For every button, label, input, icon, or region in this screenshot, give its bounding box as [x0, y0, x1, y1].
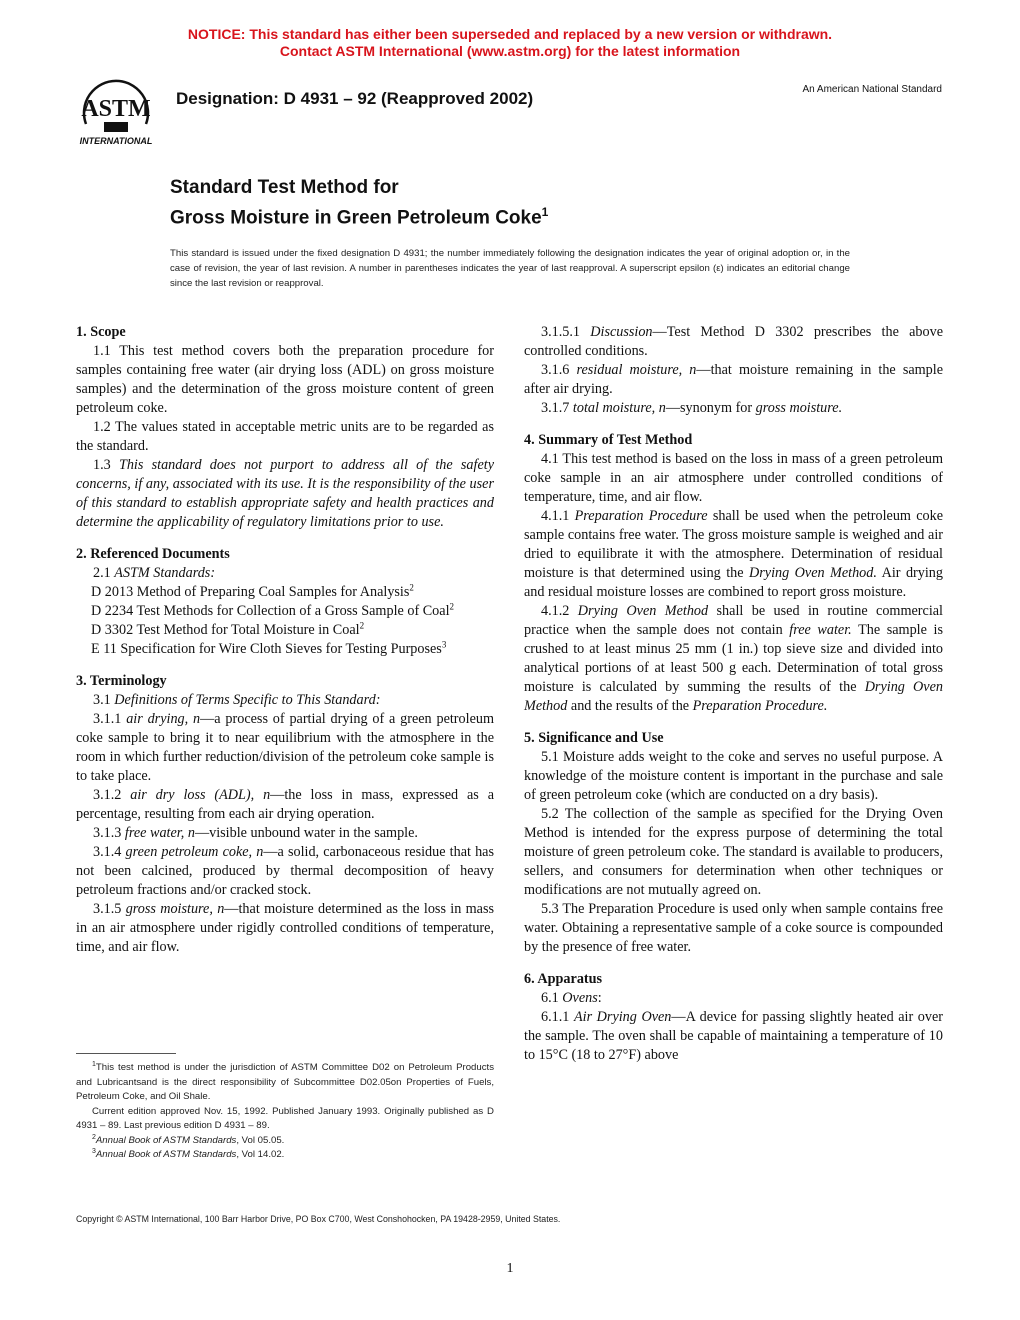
footnote-marker: 2	[92, 1133, 96, 1141]
paragraph-1-2: 1.2 The values stated in acceptable metric units are to be regarded as the standard.	[76, 419, 494, 454]
footnote-divider	[76, 1053, 176, 1054]
term: Drying Oven Method	[524, 679, 943, 714]
term: gross moisture, n	[125, 901, 225, 917]
logo-caption: INTERNATIONAL	[79, 136, 153, 146]
para-text: shall be used when the petroleum coke sample contains free water. The gross moisture sample is weighed and air dried to equilibrate it with the atmosphere. Determination of residual moisture is that determined using the	[524, 508, 943, 581]
reference-item	[91, 621, 494, 640]
para-text: Air drying and residual moisture losses are combined to report gross moisture.	[524, 565, 943, 600]
document-title	[170, 175, 548, 230]
paragraph-5-1: 5.1 Moisture adds weight to the coke and serves no useful purpose. A knowledge of the moisture content is important in the purchase and sale of green petroleum coke (which are conducted on a dry basis).	[524, 749, 943, 803]
title-line-1: Standard Test Method for	[170, 177, 399, 198]
para-num: 3.1.4	[93, 844, 126, 860]
notice-banner	[0, 26, 1020, 60]
para-num: 3.1.3	[93, 825, 125, 841]
definition-text: —a solid, carbonaceous residue that has not been calcined, produced by thermal decomposition of heavy petroleum fractions and/or cracked stock.	[76, 844, 494, 898]
footnote-3	[76, 1148, 494, 1163]
term: free water.	[789, 622, 852, 638]
reference-text: D 3302 Test Method for Total Moisture in Coal	[91, 622, 360, 638]
footnote-1-edition: Current edition approved Nov. 15, 1992. Published January 1993. Originally published as D 4931 – 89. Last previous edition D 4931 – 89.	[76, 1105, 494, 1131]
definition-3-1-6	[524, 361, 943, 399]
term: Drying Oven Method	[577, 603, 709, 619]
section-heading-terminology: 3. Terminology	[76, 673, 167, 689]
para-text: shall be used in routine commercial practice when the sample does not contain	[524, 603, 943, 638]
designation: Designation: D 4931 – 92 (Reapproved 2002)	[176, 89, 534, 108]
astm-standards-label: ASTM Standards:	[114, 565, 216, 581]
footnote-marker: 3	[92, 1147, 96, 1155]
footnote-ref: 2	[409, 582, 414, 593]
paragraph-6-1	[524, 989, 943, 1008]
para-num: 3.1.6	[541, 362, 577, 378]
paragraph-5-2: 5.2 The collection of the sample as specified for the Drying Oven Method is intended for the express purpose of determining the total moisture of green petroleum coke. The standard is available to producers, sellers, and consumers for determination when other techniques or modifications are not mutually agreed on.	[524, 806, 943, 898]
section-heading-scope: 1. Scope	[76, 324, 126, 340]
definition-3-1-7	[524, 399, 943, 418]
para-num: 3.1	[93, 692, 115, 708]
footnote-book: Annual Book of ASTM Standards	[95, 1149, 237, 1160]
definition-3-1-1	[76, 710, 494, 786]
para-text: —A device for passing slightly heated air over the sample. The oven shall be capable of maintaining a temperature of 10 to 15°C (18 to 27°F) above	[524, 1009, 943, 1063]
definition-text: —the loss in mass, expressed as a percentage, resulting from each air drying operation.	[76, 787, 494, 822]
definition-3-1-4	[76, 843, 494, 900]
footnote-book: Annual Book of ASTM Standards	[95, 1134, 237, 1146]
paragraph-4-1-1	[524, 507, 943, 602]
paragraph-4-1-2	[524, 602, 943, 716]
para-num: 2.1	[93, 565, 115, 581]
definition-3-1-5	[76, 900, 494, 957]
para-num: 4.1.1	[541, 508, 575, 524]
term: Air Drying Oven	[573, 1009, 672, 1025]
footnote-ref: 3	[441, 639, 447, 650]
paragraph-6-1-1	[524, 1008, 943, 1065]
definition-3-1-3	[76, 824, 494, 843]
reference-item	[91, 583, 494, 602]
definition-3-1-5-1	[524, 323, 943, 361]
footnote-ref: 2	[449, 601, 455, 612]
para-text: The sample is crushed to at least minus 25 mm (1 in.) top sieve size and divided into analytical portions of at least 500 g each. Determination of total gross moisture is calculated by summing the results of the	[524, 622, 943, 695]
page-number: 1	[506, 1261, 514, 1276]
title-line-2: Gross Moisture in Green Petroleum Coke	[170, 207, 542, 229]
left-column	[76, 323, 494, 957]
definition-3-1-2	[76, 786, 494, 824]
reference-text: E 11 Specification for Wire Cloth Sieves for Testing Purposes	[91, 641, 442, 657]
copyright: Copyright © ASTM International, 100 Barr Harbor Drive, PO Box C700, West Conshohocken, PA 19428-2959, United States.	[76, 1214, 561, 1224]
term: free water, n	[124, 825, 195, 841]
term: total moisture, n	[572, 400, 666, 416]
paragraph-3-1	[76, 691, 494, 710]
para-num: 6.1.1	[541, 1009, 574, 1025]
paragraph-1-3	[76, 456, 494, 532]
section-heading-significance: 5. Significance and Use	[524, 730, 664, 746]
reference-item	[91, 602, 494, 621]
para-text: :	[597, 990, 602, 1006]
para-text: and the results of the	[567, 698, 693, 714]
astm-logo	[66, 76, 166, 150]
para-num: 3.1.5.1	[541, 324, 591, 340]
paragraph-1-1: 1.1 This test method covers both the preparation procedure for samples containing free water (air drying loss (ADL) on gross moisture samples) and the determination of the gross moisture content of green petroleum coke.	[76, 343, 494, 416]
title-footnote-ref: 1	[541, 205, 549, 219]
logo-text: ASTM	[81, 96, 151, 122]
preface-text: This standard is issued under the fixed designation D 4931; the number immediately following the designation indicates the year of original adoption or, in the case of revision, the year of last revision. A number in parentheses indicates the year of last reapproval. A superscript epsilon (ε) indicates an editorial change since the last revision or reapproval.	[170, 248, 850, 289]
footnotes	[76, 1061, 494, 1163]
footnote-volume: , Vol 05.05.	[236, 1134, 285, 1146]
term: Preparation Procedure	[574, 508, 708, 524]
term: residual moisture, n	[576, 362, 697, 378]
paragraph-5-3: 5.3 The Preparation Procedure is used only when sample contains free water. Obtaining a representative sample of a coke source is compounded by the presence of free water.	[524, 901, 943, 955]
term: Ovens	[562, 990, 598, 1006]
para-num: 4.1.2	[541, 603, 578, 619]
notice-line-1: NOTICE: This standard has either been superseded and replaced by a new version or withdrawn.	[187, 26, 833, 42]
footnote-1	[76, 1061, 494, 1105]
para-num: 3.1.7	[541, 400, 573, 416]
definition-text: —a process of partial drying of a green petroleum coke sample to bring it to near equilibrium with the atmosphere in the room in which further reduction/division of the petroleum coke sample is to take place.	[76, 711, 494, 784]
definition-text: —that moisture remaining in the sample after air drying.	[524, 362, 944, 397]
paragraph-4-1: 4.1 This test method is based on the loss in mass of a green petroleum coke sample in an air atmosphere under controlled conditions of temperature, time, and air flow.	[524, 451, 943, 505]
term: air dry loss (ADL), n	[130, 787, 271, 803]
para-num: 3.1.5	[93, 901, 126, 917]
para-num: 6.1	[541, 990, 563, 1006]
section-heading-apparatus: 6. Apparatus	[524, 971, 603, 987]
paragraph-2-1	[76, 564, 494, 583]
para-num: 3.1.2	[93, 787, 131, 803]
section-heading-referenced-documents: 2. Referenced Documents	[76, 546, 230, 562]
footnote-text: This test method is under the jurisdiction of ASTM Committee D02 on Petroleum Products and Lubricantsand is the direct responsibility of Subcommittee D02.05on Properties of Fuels, Petroleum Coke, and Oil Shale.	[76, 1062, 494, 1102]
footnote-ref: 2	[359, 620, 365, 631]
para-num: 1.3	[93, 457, 119, 473]
term: Drying Oven Method.	[749, 565, 877, 581]
reference-text: D 2234 Test Methods for Collection of a Gross Sample of Coal	[91, 603, 450, 619]
footnote-2	[76, 1134, 494, 1149]
right-column	[524, 323, 943, 1065]
reference-text: D 2013 Method of Preparing Coal Samples for Analysis	[91, 584, 410, 600]
definition-text: —that moisture determined as the loss in mass in an air atmosphere under rigidly controlled conditions of temperature, time, and air flow.	[76, 901, 494, 955]
definition-text: —Test Method D 3302 prescribes the above controlled conditions.	[524, 324, 943, 359]
footnote-marker: 1	[92, 1060, 96, 1068]
term: Preparation Procedure.	[692, 698, 828, 714]
term: air drying, n	[126, 711, 201, 727]
american-national-standard: An American National Standard	[802, 84, 942, 95]
footnote-volume: , Vol 14.02.	[236, 1149, 285, 1160]
term: green petroleum coke, n	[125, 844, 264, 860]
safety-caveat: This standard does not purport to address all of the safety concerns, if any, associated with its use. It is the responsibility of the user of this standard to establish appropriate safety and health practices and determine the applicability of regulatory limitations prior to use.	[76, 457, 494, 530]
definition-text: —synonym for	[665, 400, 756, 416]
definitions-label: Definitions of Terms Specific to This Standard:	[114, 692, 381, 708]
term: gross moisture.	[755, 400, 843, 416]
section-heading-summary: 4. Summary of Test Method	[524, 432, 693, 448]
para-num: 3.1.1	[93, 711, 127, 727]
definition-text: —visible unbound water in the sample.	[194, 825, 418, 841]
term: Discussion	[590, 324, 653, 340]
reference-item	[91, 640, 494, 659]
notice-line-2: Contact ASTM International (www.astm.org) for the latest information	[279, 43, 741, 59]
